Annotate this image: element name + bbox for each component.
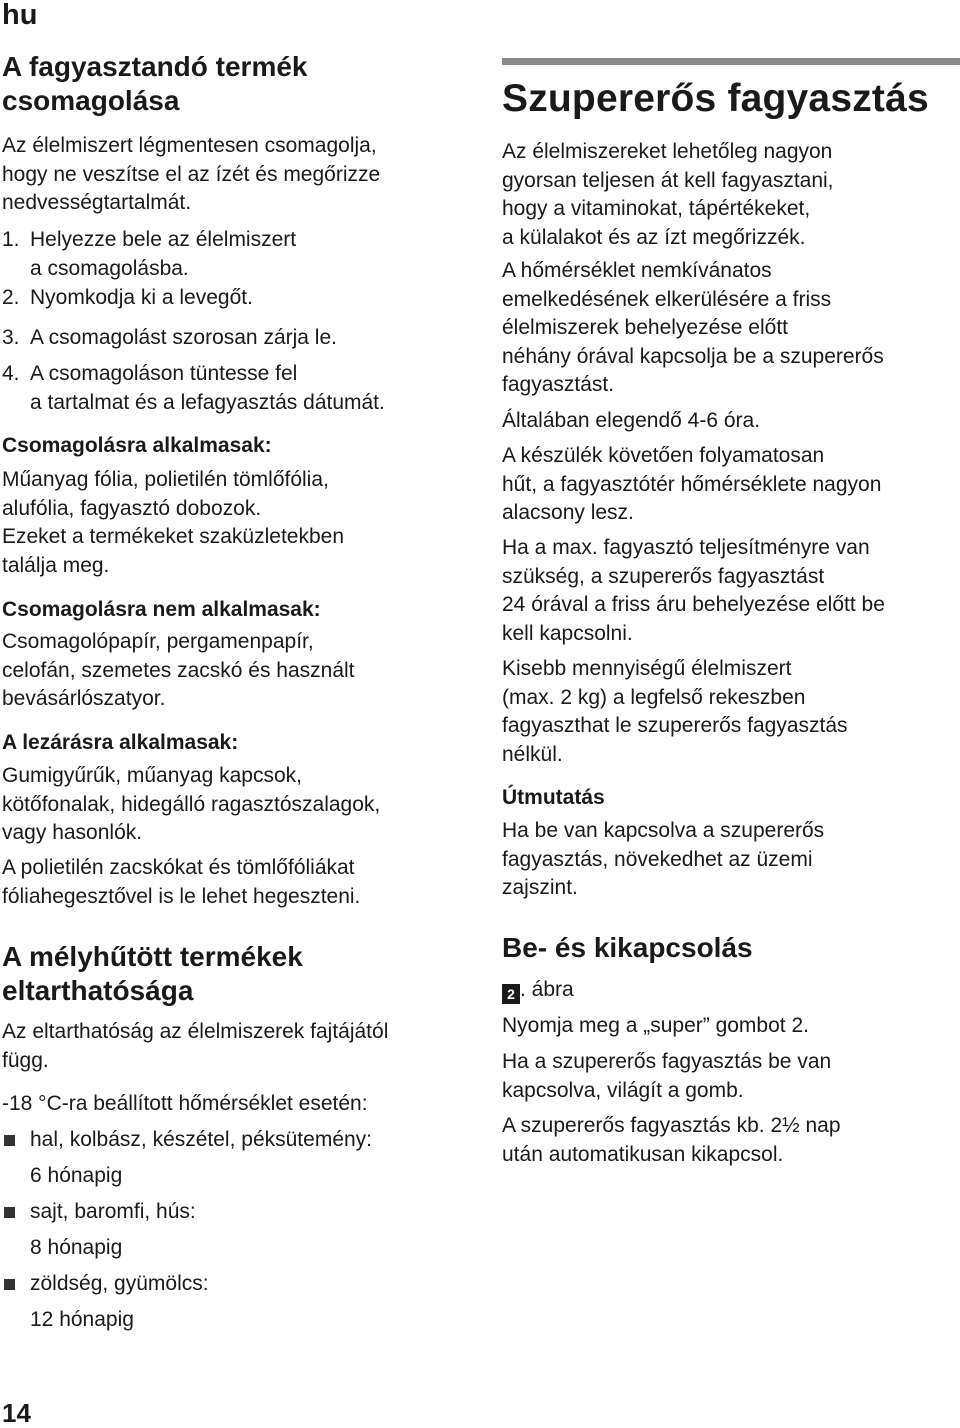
step-text [30, 324, 470, 353]
text-line: után automatikusan kikapcsol. [502, 1142, 784, 1166]
page-number: 14 [2, 1398, 31, 1428]
super-freeze-p6 [502, 655, 848, 769]
figure-reference [502, 976, 574, 1004]
section-title-super-freeze: Szupererős fagyasztás [502, 77, 929, 120]
text-line: Gumigyűrűk, műanyag kapcsok, [2, 764, 302, 787]
text-line: A szupererős fagyasztás kb. 2½ nap [502, 1114, 841, 1137]
text-line: kell kapcsolni. [502, 621, 633, 645]
text-line: celofán, szemetes zacskó és használt [2, 658, 355, 682]
step-text [30, 284, 470, 313]
temperature-line: -18 °C-ra beállított hőmérséklet esetén: [2, 1092, 368, 1115]
figure-number-badge: 2 [502, 984, 520, 1004]
text-line: Ezeket a termékeket szaküzletekben [2, 525, 345, 548]
text-line: 24 órával a friss áru behelyezése előtt be [502, 593, 885, 616]
text-line: alacsony lesz. [502, 501, 634, 524]
step-number: 3. [2, 326, 20, 349]
super-freeze-p2 [502, 257, 884, 400]
bullet-icon [4, 1207, 15, 1218]
text-line: Az élelmiszereket lehetőleg nagyon [502, 140, 833, 163]
step-number: 1. [2, 228, 20, 251]
text-line: Ha be van kapcsolva a szupererős [502, 819, 825, 842]
text-line: Ha a szupererős fagyasztás be van [502, 1050, 832, 1073]
section-divider-bar [502, 58, 960, 65]
text-line: (max. 2 kg) a legfelső rekeszben [502, 685, 806, 709]
list-item-text [30, 1194, 470, 1266]
text-line: A csomagolást szorosan zárja le. [30, 326, 337, 349]
section-title-packaging [2, 50, 308, 118]
closing-heading: A lezárásra alkalmasak: [2, 731, 239, 754]
text-line: fagyaszthat le szupererős fagyasztás [502, 714, 848, 737]
note-heading: Útmutatás [502, 786, 605, 809]
section-title-storage [2, 940, 303, 1008]
bullet-icon [4, 1279, 15, 1290]
text-line: Az eltarthatóság az élelmiszerek fajtájától [2, 1020, 389, 1043]
text-line: Kisebb mennyiségű élelmiszert [502, 657, 792, 680]
text-line: a csomagolásba. [30, 256, 189, 280]
text-line: A hőmérséklet nemkívánatos [502, 259, 772, 282]
text-line: zöldség, gyümölcs: [30, 1272, 209, 1295]
unsuitable-heading: Csomagolásra nem alkalmasak: [2, 598, 321, 621]
text-line: A csomagoláson tüntesse fel [30, 362, 298, 385]
step-text [30, 226, 470, 283]
language-code: hu [2, 0, 38, 31]
text-line: A polietilén zacskókat és tömlőfóliákat [2, 856, 355, 879]
text-line: fagyasztást. [502, 373, 615, 396]
list-item-text [30, 1266, 470, 1338]
text-line: zajszint. [502, 876, 578, 899]
text-line: függ. [2, 1048, 49, 1072]
text-line: 6 hónapig [30, 1164, 123, 1187]
text-line: Csomagolópapír, pergamenpapír, [2, 630, 314, 653]
step-number: 2. [2, 286, 20, 309]
text-line: vagy hasonlók. [2, 821, 143, 844]
text-line: nedvességtartalmát. [2, 191, 192, 214]
text-line: hűt, a fagyasztótér hőmérséklete nagyon [502, 472, 882, 496]
text-line: élelmiszerek behelyezése előtt [502, 316, 788, 339]
on-off-p2 [502, 1048, 831, 1105]
title-line: A mélyhűtött termékek [2, 941, 303, 972]
suitable-heading: Csomagolásra alkalmasak: [2, 434, 272, 457]
text-line: kapcsolva, világít a gomb. [502, 1078, 744, 1102]
on-off-p3 [502, 1112, 841, 1169]
text-line: Nyomkodja ki a levegőt. [30, 286, 253, 309]
title-line: A fagyasztandó termék [2, 51, 308, 82]
bullet-icon [4, 1135, 15, 1146]
super-freeze-p4 [502, 442, 881, 528]
super-freeze-p1 [502, 138, 834, 252]
title-line: eltarthatósága [2, 975, 194, 1006]
text-line: Ha a max. fagyasztó teljesítményre van [502, 536, 870, 559]
text-line: szükség, a szupererős fagyasztást [502, 564, 825, 588]
step-text [30, 360, 470, 417]
text-line: alufólia, fagyasztó dobozok. [2, 496, 262, 520]
on-off-p1: Nyomja meg a „super” gombot 2. [502, 1014, 809, 1037]
text-line: Az élelmiszert légmentesen csomagolja, [2, 134, 377, 157]
text-line: kötőfonalak, hidegálló ragasztószalagok, [2, 792, 381, 816]
text-line: hogy a vitaminokat, tápértékeket, [502, 197, 811, 220]
closing-text [2, 762, 380, 848]
text-line: bevásárlószatyor. [2, 687, 166, 710]
title-line: csomagolása [2, 85, 180, 116]
text-line: 12 hónapig [30, 1308, 134, 1331]
section-title-on-off: Be- és kikapcsolás [502, 932, 753, 963]
text-line: hal, kolbász, készétel, péksütemény: [30, 1128, 373, 1151]
text-line: fagyasztás, növekedhet az üzemi [502, 847, 813, 871]
super-freeze-p5 [502, 534, 885, 648]
text-line: nélkül. [502, 742, 563, 766]
text-line: Helyezze bele az élelmiszert [30, 228, 297, 251]
text-line: Műanyag fólia, polietilén tömlőfólia, [2, 468, 329, 491]
text-line: A készülék követően folyamatosan [502, 444, 825, 467]
text-line: hogy ne veszítse el az ízét és megőrizze [2, 162, 381, 186]
text-line: a külalakot és az ízt megőrizzék. [502, 225, 806, 249]
packaging-intro [2, 132, 380, 218]
text-line: fóliahegesztővel is le lehet hegeszteni. [2, 884, 361, 908]
text-line: gyorsan teljesen át kell fagyasztani, [502, 168, 834, 192]
storage-intro [2, 1018, 388, 1075]
text-line: 8 hónapig [30, 1236, 123, 1259]
note-text [502, 817, 824, 903]
welding-text [2, 854, 360, 911]
text-line: sajt, baromfi, hús: [30, 1200, 196, 1223]
super-freeze-p3: Általában elegendő 4-6 óra. [502, 409, 761, 432]
unsuitable-text [2, 628, 355, 714]
text-line: néhány órával kapcsolja be a szupererős [502, 344, 884, 368]
step-number: 4. [2, 362, 20, 385]
list-item-text [30, 1122, 470, 1194]
text-line: találja meg. [2, 553, 110, 577]
text-line: emelkedésének elkerülésére a friss [502, 287, 832, 311]
suitable-text [2, 466, 344, 580]
text-line: a tartalmat és a lefagyasztás dátumát. [30, 390, 385, 414]
figure-label: . ábra [520, 978, 574, 1001]
